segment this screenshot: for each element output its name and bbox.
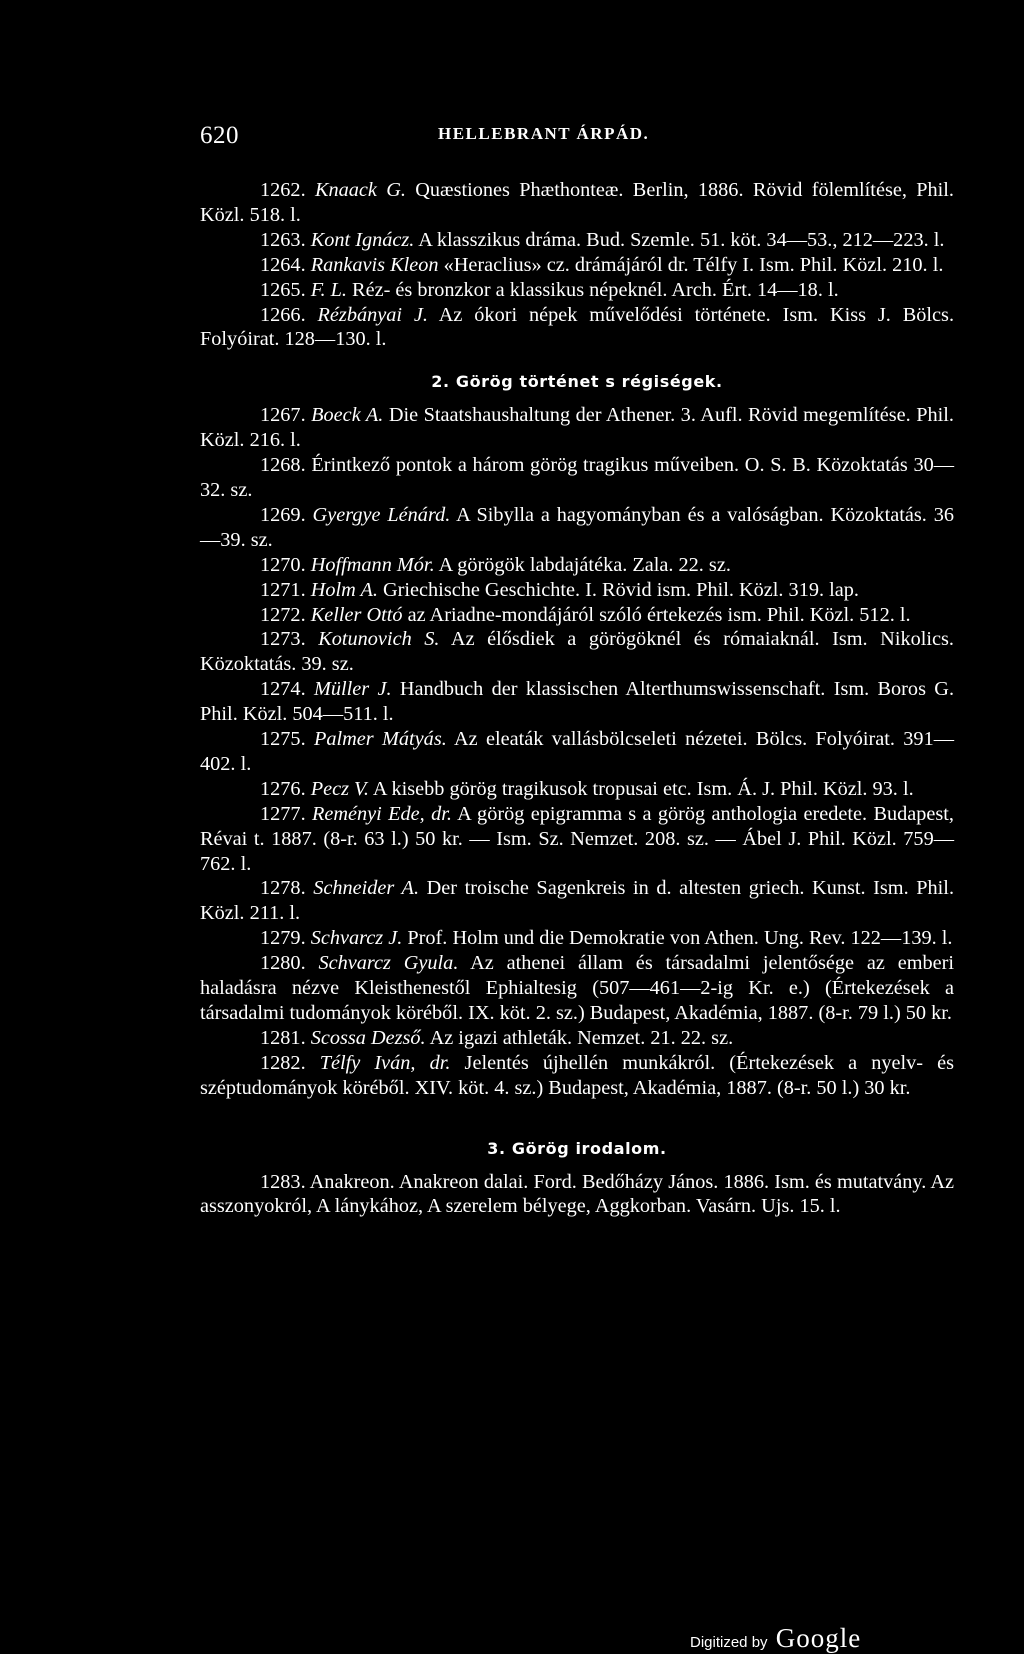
bibliography-entry [200,951,954,1026]
entry-author: Schvarcz Gyula. [318,952,459,975]
bibliography-entry [200,777,954,802]
entry-author: Hoffmann Mór. [310,553,435,576]
entry-number: 1265. [260,278,311,301]
bibliography-entry [200,802,954,877]
entry-author: F. L. [310,278,347,301]
bibliography-entry [200,1026,954,1051]
entry-number: 1283. [260,1170,310,1193]
entry-text: A klasszikus dráma. Bud. Szemle. 51. köt. 34—53., 212—223. l. [414,228,945,251]
entry-author: Rankavis Kleon [310,253,439,276]
entry-author: Boeck A. [311,404,384,427]
entry-number: 1282. [260,1051,320,1074]
entry-text: A Sibylla a hagyományban és a valóságban. Közoktatás. 36—39. sz. [200,503,954,551]
entry-text: Az élősdiek a görögöknél és rómaiaknál. Ism. Nikolics. Közoktatás. 39. sz. [200,628,954,676]
entry-author: Rézbányai J. [317,303,428,326]
entry-text: Der troische Sagenkreis in d. altesten griech. Kunst. Ism. Phil. Közl. 211. l. [200,877,955,925]
entry-number: 1263. [260,228,311,251]
entry-author: Holm A. [310,578,378,601]
digitized-by-label: Digitized by [690,1634,768,1651]
bibliography-entry [200,603,954,628]
entry-text: Griechische Geschichte. I. Rövid ism. Phil. Közl. 319. lap. [377,578,859,601]
bibliography-entry [200,876,954,926]
entry-number: 1274. [260,678,314,701]
entry-text: Az eleaták vallásbölcseleti nézetei. Bölcs. Folyóirat. 391—402. l. [200,728,954,775]
running-head: HELLEBRANT ÁRPÁD. [438,124,650,143]
bibliography-entry [200,403,954,453]
entry-text: A kisebb görög tragikusok tropusai etc. Ism. Á. J. Phil. Közl. 93. l. [368,777,914,800]
entry-author: Keller Ottó [310,603,403,626]
entry-text: Az igazi athleták. Nemzet. 21. 22. sz. [425,1026,734,1049]
bibliography-entry [200,228,954,253]
entry-number: 1264. [260,253,311,276]
entry-number: 1271. [260,578,311,601]
entry-text: Érintkező pontok a három görög tragikus műveiben. O. S. B. Közoktatás 30—32. sz. [200,454,955,501]
entry-author: Knaack G. [314,179,406,201]
bibliography-entry [200,553,954,578]
entry-text: Jelentés újhellén munkákról. (Értekezések a nyelv- és széptudományok köréből. XIV. köt. 4. sz.) Budapest, Akadémia, 1887. (8-r. 50 l.) 30 kr. [200,1051,955,1099]
entry-text: Réz- és bronzkor a klassikus népeknél. Arch. Ért. 14—18. l. [346,278,839,301]
entry-number: 1266. [260,303,318,326]
bibliography-entry [200,178,954,228]
section-heading-3: 3. Görög irodalom. [487,1138,667,1158]
page-body [200,178,954,1219]
entry-number: 1277. [260,802,312,825]
bibliography-entry [200,627,954,677]
entry-author: Schvarcz J. [310,927,403,950]
entry-text: Az athenei állam és társadalmi jelentősége az emberi haladásra nézve Kleisthenestől Ephialtesig (507—461—2-ig Kr. e.) (Értekezések a társadalmi tudományok köréből. IX. köt. 2. sz.) Budapest, Akadémia, 1887. (8-r. 79 l.) 50 kr. [200,952,955,1024]
entry-text: A görög epigramma s a görög anthologia eredete. Budapest, Révai t. 1887. (8-r. 63 l.) 50 kr. — Ism. Sz. Nemzet. 208. sz. — Ábel J. Phil. Közl. 759—762. l. [200,802,954,875]
entry-author: Palmer Mátyás. [313,728,447,751]
entry-number: 1276. [260,777,311,800]
entry-text: «Heraclius» cz. drámájáról dr. Télfy I. Ism. Phil. Közl. 210. l. [438,253,944,276]
bibliography-entry [200,677,954,727]
bibliography-entry [200,578,954,603]
entry-text: Handbuch der klassischen Alterthumswissenschaft. Ism. Boros G. Phil. Közl. 504—511. l. [200,678,955,726]
entry-number: 1279. [260,927,311,950]
entry-number: 1269. [260,503,313,526]
bibliography-entry [200,503,954,553]
entry-author: Müller J. [313,678,392,701]
digitized-by-footer [690,1623,861,1654]
entry-author: Reményi Ede, dr. [311,802,452,825]
entry-number: 1281. [260,1026,311,1049]
entry-author: Schneider A. [313,877,420,900]
entry-number: 1273. [260,628,319,651]
entry-text: Anakreon. Anakreon dalai. Ford. Bedőházy János. 1886. Ism. és mutatvány. Az asszonyokról, A lánykához, A szerelem bélyege, Aggkorban. Vasárn. Ujs. 15. l. [200,1170,954,1218]
entry-author: Scossa Dezső. [310,1026,426,1049]
bibliography-entry [200,1170,954,1220]
entry-number: 1280. [260,952,319,975]
entry-author: Kont Ignácz. [310,228,415,251]
entry-number: 1270. [260,553,311,576]
entry-text: Prof. Holm und die Demokratie von Athen. Ung. Rev. 122—139. l. [402,927,953,950]
entry-author: Pecz V. [310,777,369,800]
entry-number: 1275. [260,728,314,751]
section-3-entries [200,1170,954,1220]
entry-author: Gyergye Lénárd. [312,503,451,526]
entry-text: Quæstiones Phæthonteæ. Berlin, 1886. Rövid fölemlítése, Phil. Közl. 518. l. [200,179,954,226]
entry-author: Kotunovich S. [318,628,440,651]
entry-number: 1278. [260,877,314,900]
bibliography-entry [200,303,954,353]
entry-text: A görögök labdajátéka. Zala. 22. sz. [434,553,731,576]
entry-text: Die Staatshaushaltung der Athener. 3. Aufl. Rövid megemlítése. Phil. Közl. 216. l. [200,404,955,452]
section-2-entries [200,403,954,1100]
entry-number: 1262. [260,179,315,201]
google-logo: Google [775,1623,862,1653]
bibliography-entry [200,727,954,777]
entry-number: 1272. [260,603,311,626]
bibliography-entry [200,926,954,951]
bibliography-entry [200,253,954,278]
page-number: 620 [200,122,239,149]
entry-text: az Ariadne-mondájáról szóló értekezés ism. Phil. Közl. 512. l. [402,603,911,626]
section-1-entries [200,178,954,352]
entry-number: 1267. [260,404,312,427]
entry-number: 1268. [260,454,312,477]
section-heading-2: 2. Görög történet s régiségek. [431,372,723,392]
bibliography-entry [200,278,954,303]
entry-author: Télfy Iván, dr. [319,1051,451,1074]
entry-text: Az ókori népek művelődési története. Ism. Kiss J. Bölcs. Folyóirat. 128—130. l. [200,303,955,351]
bibliography-entry [200,1051,954,1101]
bibliography-entry [200,453,954,503]
